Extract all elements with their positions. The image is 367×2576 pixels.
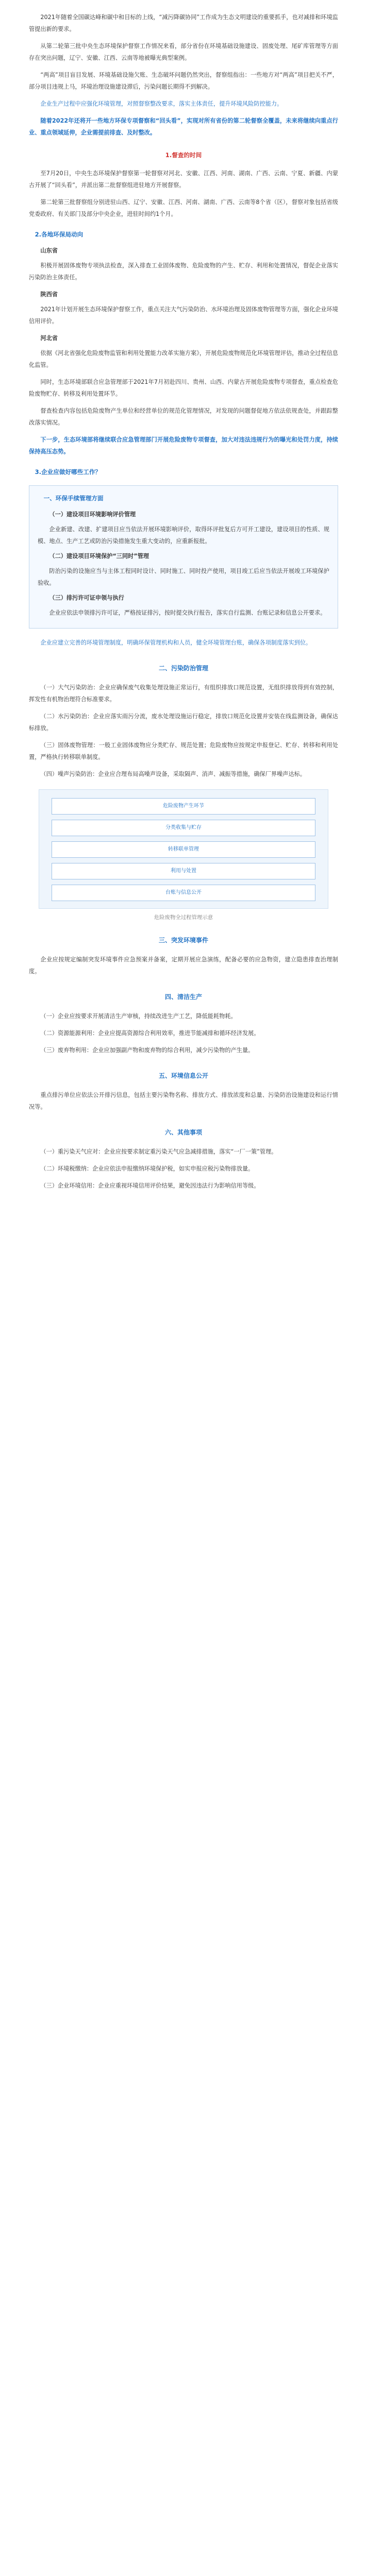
section-item: （一）重污染天气应对：企业应按要求制定重污染天气应急减排措施，落实“一厂一策”管理。 <box>40 1148 277 1155</box>
section-heading: 四、清洁生产 <box>164 993 202 1001</box>
intro-blue-note: 企业生产过程中应强化环境管理，对照督察整改要求，落实主体责任，提升环境风险防控能力。 <box>40 100 283 107</box>
section-paragraph: 企业应按规定编制突发环境事件应急预案并备案，定期开展应急演练，配备必要的应急物资，建立隐患排查治理制度。 <box>29 956 338 975</box>
region-body: 积极开展固体废物专项执法检查，深入排查工业固体废物、危险废物的产生、贮存、利用和处置情况，督促企业落实污染防治主体责任。 <box>29 262 338 281</box>
intro-paragraph: 2021年随着全国碳达峰和碳中和目标的上线，“减污降碳协同”工作成为生态文明建设的重要抓手，也对减排和环境监管提出新的要求。 <box>29 14 338 32</box>
section-paragraph: 督查检查内容包括危险废物产生单位和经营单位的规范化管理情况，对发现的问题督促地方依法依规查处，并跟踪整改落实情况。 <box>29 408 338 426</box>
intro-paragraph: “两高”项目盲目发展、环境基础设施欠账、生态破坏问题仍然突出，督察组指出：一些地方对“两高”项目把关不严，部分项目违规上马，环境治理设施建设滞后，污染问题长期得不到解决。 <box>29 72 338 90</box>
figure-caption: 危险废物全过程管理示意 <box>154 914 213 921</box>
section-heading: 2.各地环保局动向 <box>35 231 84 238</box>
section-item: （三）固体废物管理：一般工业固体废物应分类贮存、规范处置；危险废物应按规定申报登记、贮存、转移和利用处置，严格执行转移联单制度。 <box>29 742 338 760</box>
region-body: 2021年计划开展生态环境保护督察工作，重点关注大气污染防治、水环境治理及固体废物管理等方面，强化企业环境信用评价。 <box>29 306 338 325</box>
figure-step: 分类收集与贮存 <box>52 820 315 836</box>
highlight-paragraph: 随着2022年还将开一些地方环保专项督察和“回头看”，实现对所有省份的第二轮督察全覆盖，未来将继续向重点行业、重点领域延伸，企业需提前排查、及时整改。 <box>29 117 338 136</box>
section-item: （二）水污染防治：企业应落实雨污分流，废水处理设施运行稳定，排放口规范化设置并安装在线监测设备，确保达标排放。 <box>29 713 338 732</box>
section-heading: 3.企业应做好哪些工作？ <box>35 468 102 476</box>
box-item: 企业应依法申领排污许可证，严格按证排污，按时提交执行报告，落实自行监测、台账记录和信息公开要求。 <box>49 609 326 616</box>
section-heading: 1.督查的时间 <box>165 151 202 159</box>
box-item: 企业新建、改建、扩建项目应当依法开展环境影响评价，取得环评批复后方可开工建设，建设项目的性质、规模、地点、生产工艺或防治污染措施发生重大变动的，应重新报批。 <box>38 526 329 545</box>
section-paragraph: 至7月20日，中央生态环境保护督察第一轮督察对河北、安徽、江西、河南、湖南、广西、云南、宁夏、新疆、内蒙古开展了“回头看”，并派出第二批督察组进驻地方开展督察。 <box>29 170 338 189</box>
figure-step: 危险废物产生环节 <box>52 798 315 815</box>
section-item: （一）企业应按要求开展清洁生产审核，持续改进生产工艺，降低能耗物耗。 <box>40 1013 237 1020</box>
region-name: 山东省 <box>40 247 58 254</box>
section-item: （二）环境税缴纳：企业应依法申报缴纳环境保护税，如实申报应税污染物排放量。 <box>40 1165 254 1172</box>
figure-step: 利用与处置 <box>52 863 315 879</box>
section-paragraph: 同时，生态环境部联合应急管理部于2021年7月初赴四川、贵州、山西、内蒙古开展危险废物专项督查，重点检查危险废物贮存、转移及利用处置环节。 <box>29 379 338 397</box>
section-heading: 二、污染防治管理 <box>158 665 208 672</box>
info-box <box>29 485 338 629</box>
section-paragraph: 第二轮第三批督察组分别进驻山西、辽宁、安徽、江西、河南、湖南、广西、云南等8个省（区），督察对象包括省级党委政府、有关部门及部分中央企业，进驻时间约1个月。 <box>29 199 338 217</box>
section-heading: 五、环境信息公开 <box>158 1072 208 1079</box>
section-item: （一）大气污染防治：企业应确保废气收集处理设施正常运行，有组织排放口规范设置，无组织排放得到有效控制，挥发性有机物治理符合标准要求。 <box>29 684 338 703</box>
box-item: （三）排污许可证申领与执行 <box>49 595 124 601</box>
section-item: （四）噪声污染防治：企业应合理布局高噪声设备，采取隔声、消声、减振等措施，确保厂界噪声达标。 <box>40 771 306 777</box>
blue-note: 企业应建立完善的环境管理制度，明确环保管理机构和人员，健全环境管理台账，确保各项制度落实到位。 <box>40 639 312 646</box>
box-item: 防治污染的设施应当与主体工程同时设计、同时施工、同时投产使用，项目竣工后应当依法开展竣工环境保护验收。 <box>38 568 329 586</box>
box-title: 一、环保手续管理方面 <box>43 495 104 502</box>
section-item: （三）废弃物利用：企业应加强副产物和废弃物的综合利用，减少污染物的产生量。 <box>40 1047 254 1054</box>
section-heading: 六、其他事项 <box>164 1129 202 1136</box>
region-name: 陕西省 <box>40 291 58 298</box>
figure-step: 台账与信息公开 <box>52 885 315 901</box>
section-item: （二）资源能源利用：企业应提高资源综合利用效率，推进节能减排和循环经济发展。 <box>40 1030 260 1037</box>
process-figure <box>39 789 328 909</box>
section-heading: 三、突发环境事件 <box>158 937 208 944</box>
figure-step: 转移联单管理 <box>52 841 315 858</box>
region-name: 河北省 <box>40 335 58 342</box>
region-body: 依据《河北省强化危险废物监管和利用处置能力改革实施方案》，开展危险废物规范化环境管理评估，推动全过程信息化监管。 <box>29 350 338 368</box>
box-item: （二）建设项目环境保护“三同时”管理 <box>49 553 149 560</box>
blue-note: 下一步，生态环境部将继续联合应急管理部门开展危险废物专项督查，加大对违法违规行为的曝光和处罚力度，持续保持高压态势。 <box>29 436 338 455</box>
section-paragraph: 重点排污单位应依法公开排污信息，包括主要污染物名称、排放方式、排放浓度和总量、污染防治设施建设和运行情况等。 <box>29 1092 338 1110</box>
intro-paragraph: 从第二轮第三批中央生态环境保护督察工作情况来看，部分省份在环境基础设施建设、固废处理、尾矿库管理等方面存在突出问题，辽宁、安徽、江西、云南等地被曝光典型案例。 <box>29 43 338 61</box>
section-item: （三）企业环境信用：企业应重视环境信用评价结果，避免因违法行为影响信用等级。 <box>40 1182 260 1189</box>
box-item: （一）建设项目环境影响评价管理 <box>49 511 136 518</box>
